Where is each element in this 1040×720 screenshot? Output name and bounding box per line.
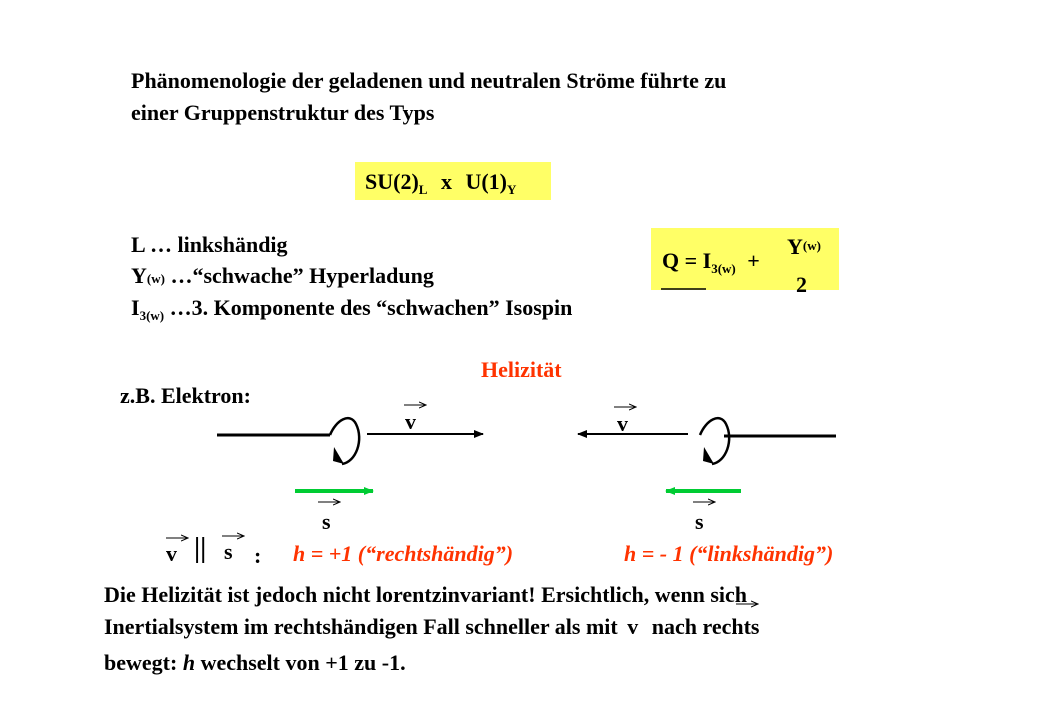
- definition-Y-symbol: Y: [131, 263, 147, 288]
- definition-I3-symbol: I: [131, 295, 140, 320]
- intro-line-1: Phänomenologie der geladenen und neutralen Ströme führte zu: [131, 68, 727, 93]
- v-label-left: v: [405, 409, 416, 434]
- su2-subscript: L: [418, 182, 428, 197]
- conclusion-line-3-end: wechselt von +1 zu -1.: [200, 650, 406, 675]
- parallel-colon: :: [254, 543, 262, 568]
- conclusion-line-3: [104, 648, 406, 678]
- formula-i-subscript: 3(w): [711, 261, 736, 276]
- s-label-right: s: [695, 509, 704, 534]
- formula-y: Y: [787, 234, 803, 259]
- conclusion-line-2-end: nach rechts: [651, 614, 760, 639]
- formula-y-subscript: (w): [802, 238, 821, 253]
- su2-symbol: SU(2): [365, 169, 419, 194]
- definition-L-symbol: L: [131, 232, 145, 257]
- definition-I3-text: …3. Komponente des “schwachen” Isospin: [164, 295, 573, 320]
- right-spin-curl-arrowhead: [703, 447, 714, 464]
- conclusion-line-1: Die Helizität ist jedoch nicht lorentzinvariant! Ersichtlich, wenn sich: [104, 582, 748, 607]
- right-handed-helicity: h = +1 (“rechtshändig”): [293, 541, 514, 566]
- times-symbol: x: [440, 169, 452, 194]
- left-handed-helicity: h = - 1 (“linkshändig”): [624, 541, 834, 566]
- formula-denominator: 2: [796, 272, 807, 297]
- definition-Y-subscript: (w): [146, 271, 165, 286]
- conclusion-line-2: [104, 612, 759, 642]
- definition-I3-subscript-number: 3: [139, 308, 147, 323]
- definition-I3-subscript: (w): [146, 308, 165, 323]
- conclusion-helicity-symbol: h: [182, 650, 196, 675]
- definition-L-text: … linkshändig: [144, 232, 288, 257]
- formula-q-equals-i: Q = I: [662, 248, 712, 273]
- example-label: z.B. Elektron:: [120, 383, 251, 408]
- left-spin-curl-arrowhead: [333, 447, 344, 464]
- parallel-v: v: [166, 541, 177, 566]
- intro-line-2: einer Gruppenstruktur des Typs: [131, 100, 435, 125]
- formula-plus: +: [747, 248, 760, 273]
- conclusion-velocity-symbol: v: [627, 614, 639, 639]
- s-label-left: s: [322, 509, 331, 534]
- u1-symbol: U(1): [465, 169, 507, 194]
- parallel-bars: ||: [194, 533, 207, 564]
- helicity-title: Helizität: [481, 357, 562, 382]
- conclusion-line-3-start: bewegt:: [104, 650, 178, 675]
- u1-subscript: Y: [507, 182, 517, 197]
- v-label-right: v: [617, 411, 628, 436]
- conclusion-line-2-start: Inertialsystem im rechtshändigen Fall schneller als mit: [104, 614, 618, 639]
- parallel-s: s: [224, 539, 233, 564]
- definition-Y-text: …“schwache” Hyperladung: [164, 263, 434, 288]
